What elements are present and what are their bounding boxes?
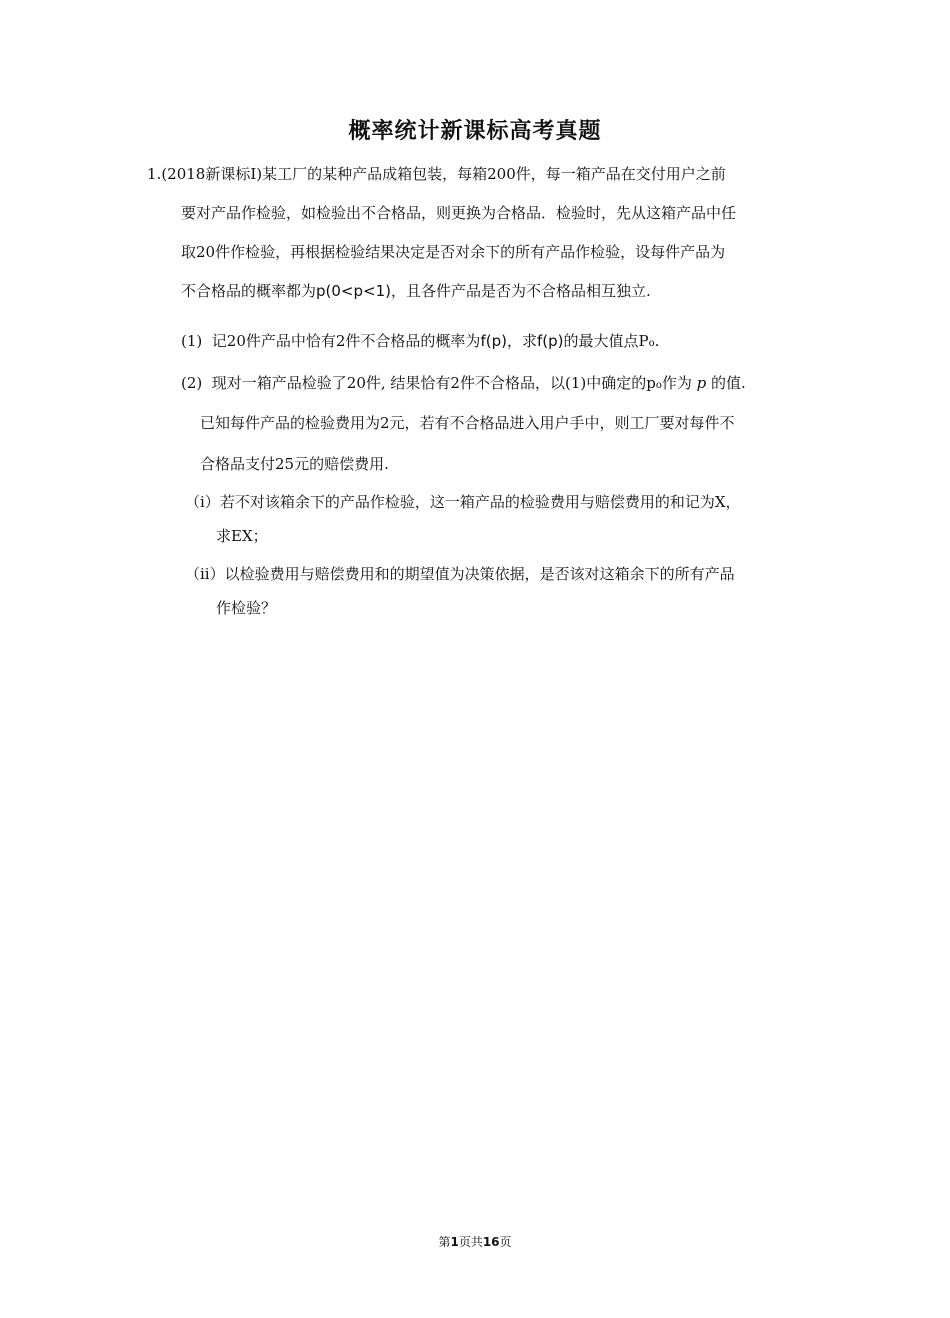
stem-text: ，且各件产品是否为不合格品相互独立. (391, 282, 651, 300)
sub-i-line-1 (185, 492, 741, 512)
footer-text: 页共 (458, 1235, 483, 1249)
math-p0: P (638, 332, 649, 350)
problem-number: 1. (147, 165, 162, 183)
part-2-line-3: 合格品支付25元的赔偿费用. (200, 455, 389, 473)
total-page-number: 16 (482, 1235, 500, 1249)
sub-i-text: 若不对该箱余下的产品作检验，这一箱产品的检验费用与赔偿费用的和记为X， (219, 493, 741, 511)
math-p0: p (646, 374, 656, 392)
part-1-text: . (654, 332, 660, 350)
part-1-label: (1) (181, 332, 203, 350)
part-2-text: 现对一箱产品检验了20件, 结果恰有2件不合格品，以(1)中确定的 (211, 374, 647, 392)
current-page-number: 1 (450, 1235, 459, 1249)
page-title: 概率统计新课标高考真题 (348, 119, 602, 144)
sub-i-label: （i） (185, 493, 220, 511)
part-2-text: 作为 (661, 374, 692, 392)
problem-line-2: 要对产品作检验，如检验出不合格品，则更换为合格品．检验时，先从这箱产品中任 (181, 204, 737, 222)
math-fp: f(p) (480, 332, 507, 350)
part-2-text: 的值. (711, 374, 746, 392)
math-p: p (696, 374, 707, 392)
part-2-line-2: 已知每件产品的检验费用为2元，若有不合格品进入用户手中，则工厂要对每件不 (200, 414, 735, 432)
part-2-label: (2) (181, 374, 203, 392)
sub-i-line-2: 求EX； (216, 527, 268, 545)
footer-text: 页 (499, 1235, 512, 1249)
sub-ii-label: （ii） (185, 565, 225, 583)
part-1-text: 的最大值点 (563, 332, 639, 350)
problem-source: (2018新课标Ⅰ) (161, 165, 263, 183)
sub-ii-line-2: 作检验？ (216, 599, 277, 617)
part-1-text: ，求 (506, 332, 537, 350)
footer-text: 第 (438, 1235, 451, 1249)
stem-text: 不合格品的概率都为 (181, 282, 317, 300)
part-1 (181, 331, 659, 354)
part-1-text: 记20件产品中恰有2件不合格品的概率为 (211, 332, 481, 350)
page-footer (0, 1233, 950, 1250)
math-fp: f(p) (536, 332, 564, 350)
probability-range: p(0<p<1) (316, 282, 391, 300)
problem-stem-1: 某工厂的某种产品成箱包装，每箱200件，每一箱产品在交付用户之前 (262, 165, 726, 183)
part-2-line-1 (181, 373, 746, 396)
sub-ii-text: 以检验费用与赔偿费用和的期望值为决策依据，是否该对这箱余下的所有产品 (224, 565, 735, 583)
problem-line-3: 取20件作检验，再根据检验结果决定是否对余下的所有产品作检验，设每件产品为 (181, 243, 726, 261)
sub-ii-line-1 (185, 564, 735, 584)
math-p0-sub: o (655, 380, 662, 391)
problem-line-1 (147, 164, 726, 184)
math-p0-sub: o (648, 338, 655, 349)
problem-line-4 (181, 281, 651, 301)
